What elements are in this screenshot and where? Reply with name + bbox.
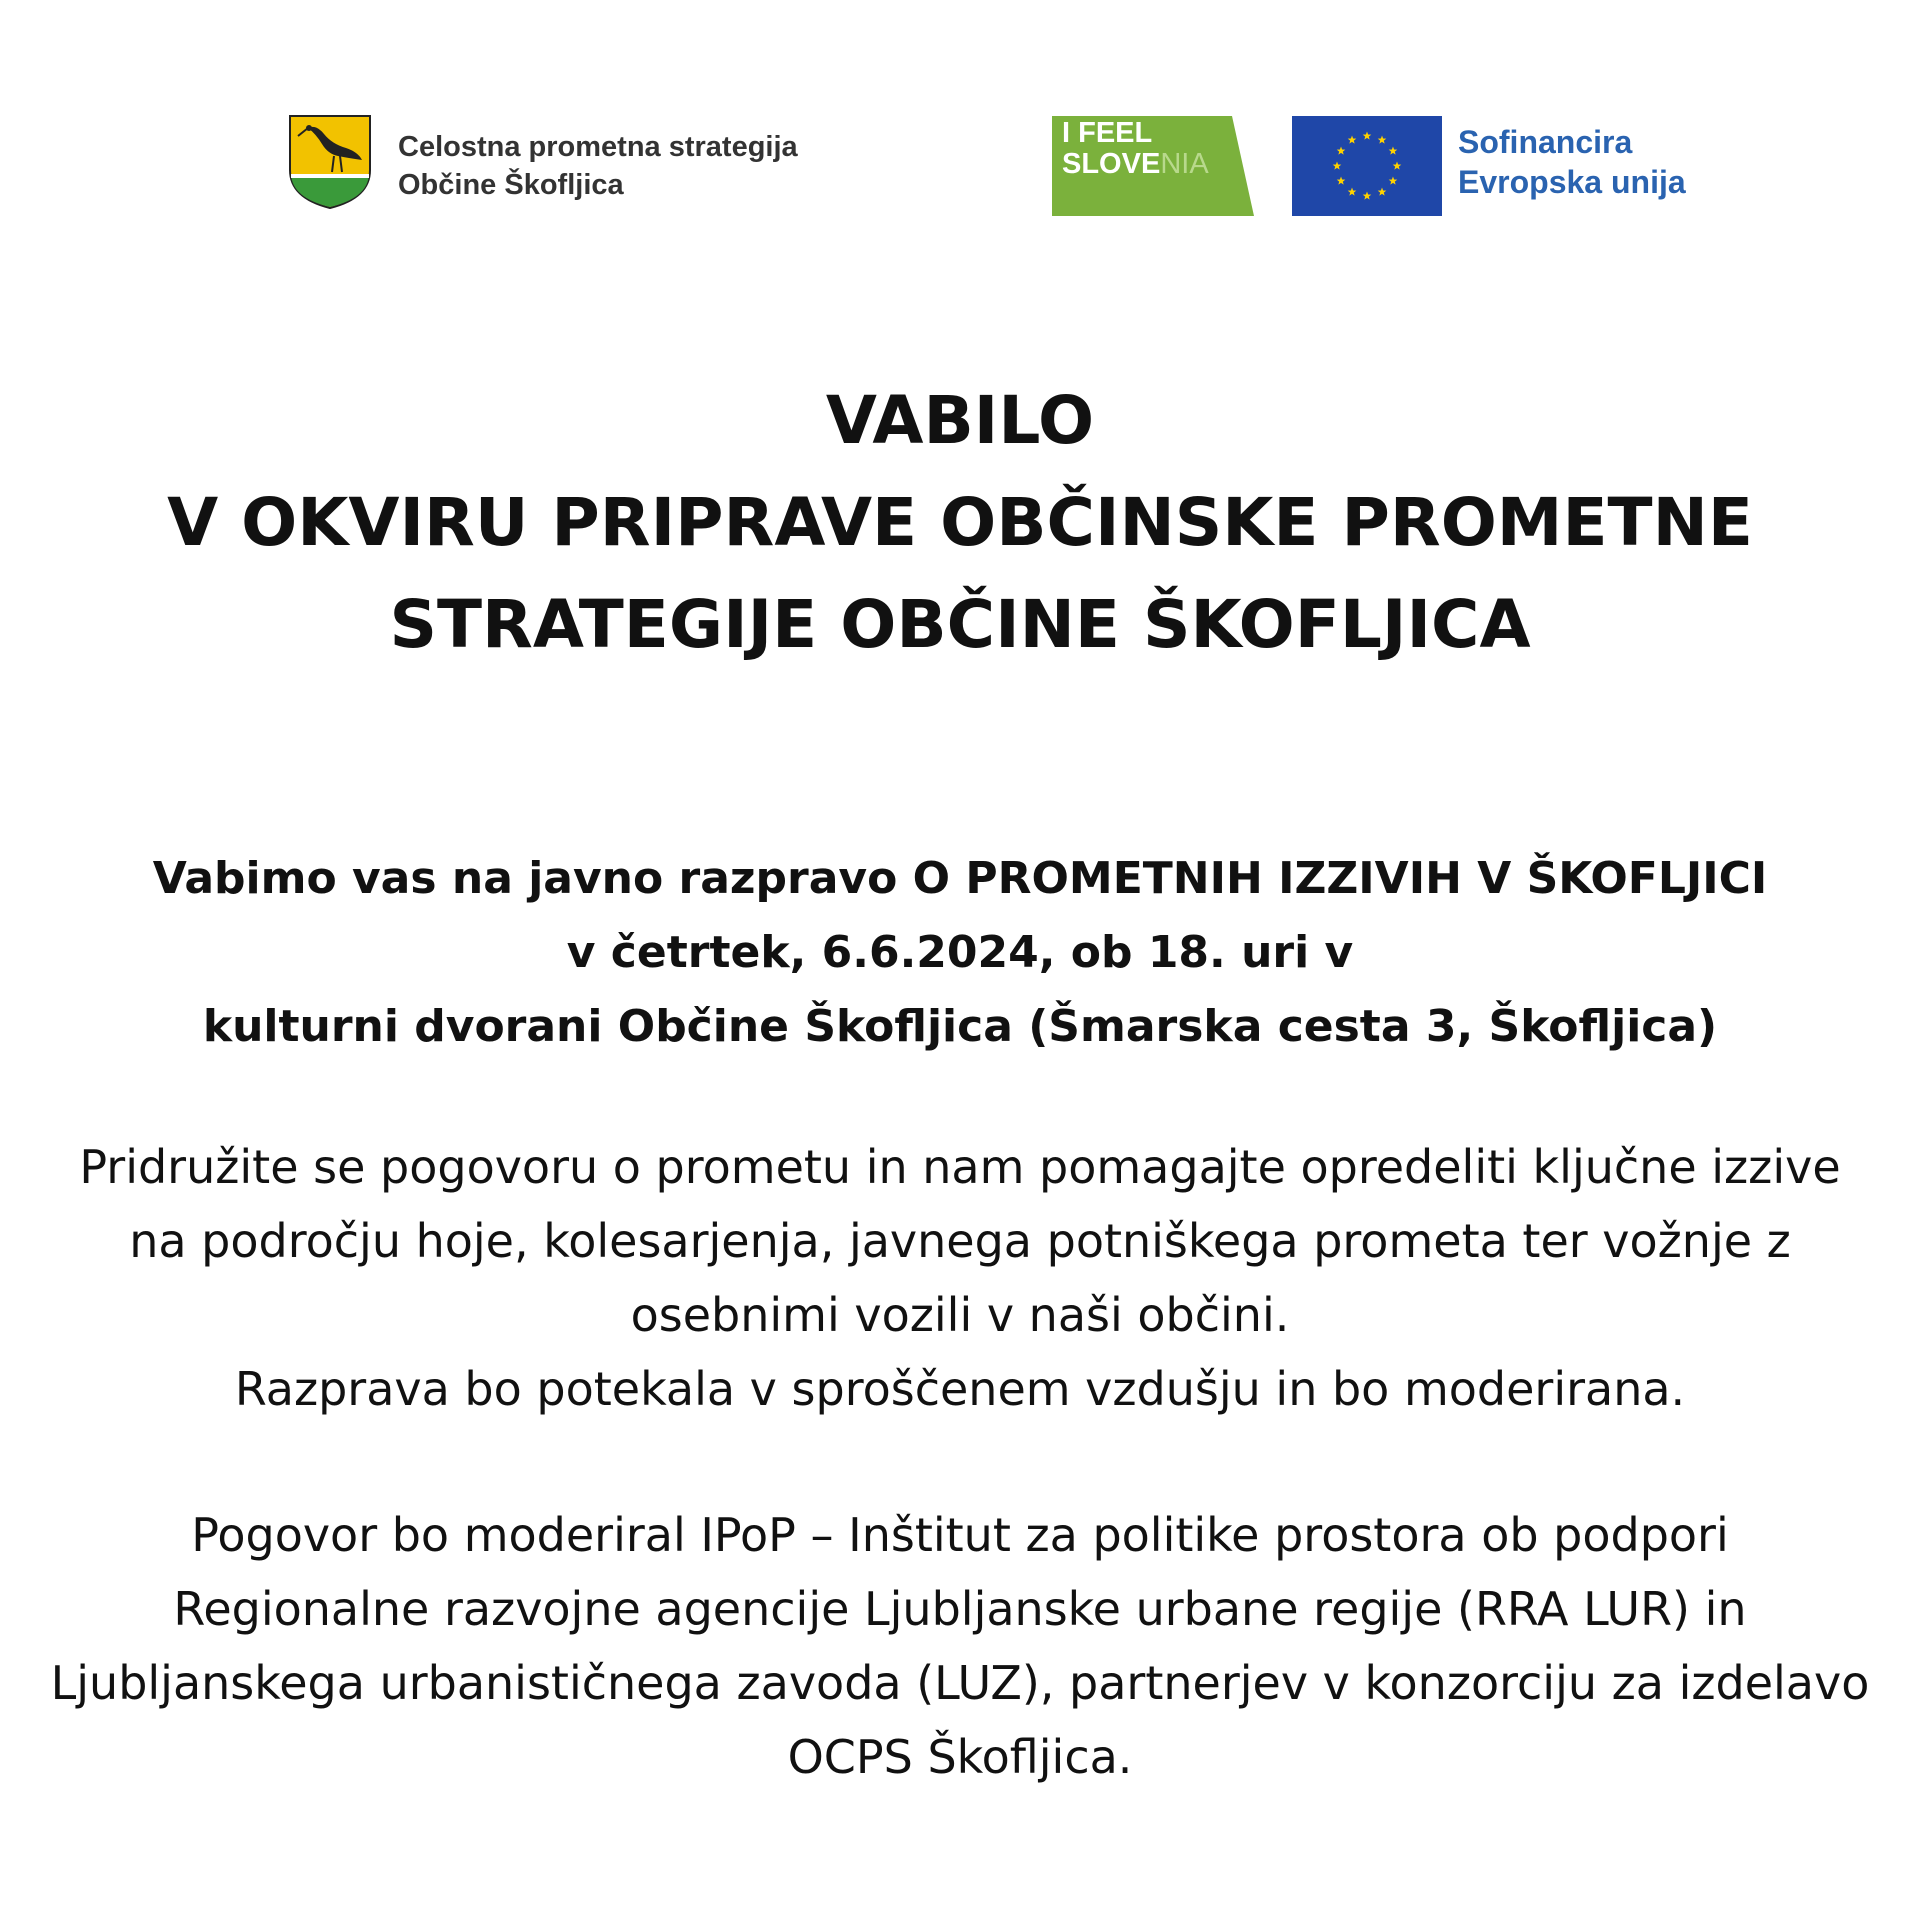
eu-flag-icon: [1292, 116, 1442, 216]
eu-line2: Evropska unija: [1458, 164, 1686, 200]
eu-line1: Sofinancira: [1458, 124, 1633, 160]
paragraph2-line3: Ljubljanskega urbanističnega zavoda (LUZ), partnerjev v konzorciju za izdelavo: [50, 1656, 1870, 1710]
paragraph2-line4: OCPS Škofljica.: [787, 1730, 1133, 1784]
ifeel-line2: [1062, 149, 1209, 180]
paragraph1-line3: osebnimi vozili v naši občini.: [630, 1288, 1290, 1342]
ifeel-slove: SLOVE: [1062, 148, 1161, 180]
paragraph2-line2: Regionalne razvojne agencije Ljubljanske urbane regije (RRA LUR) in: [173, 1582, 1747, 1636]
invitation-line3: kulturni dvorani Občine Škofljica (Šmarska cesta 3, Škofljica): [202, 1001, 1718, 1052]
paragraph-moderator: [0, 1498, 1920, 1794]
title-line3: STRATEGIJE OBČINE ŠKOFLJICA: [389, 586, 1531, 663]
ifeel-nia: NIA: [1160, 148, 1209, 180]
strategy-logo-line1: Celostna prometna strategija: [398, 131, 798, 163]
paragraph1-line1: Pridružite se pogovoru o prometu in nam pomagajte opredeliti ključne izzive: [79, 1140, 1841, 1194]
paragraph1-line2: na področju hoje, kolesarjenja, javnega potniškega prometa ter vožnje z: [129, 1214, 1791, 1268]
page-title: [0, 370, 1920, 676]
i-feel-slovenia-text: [1062, 118, 1209, 180]
title-line2: V OKVIRU PRIPRAVE OBČINSKE PROMETNE: [167, 484, 1753, 561]
eu-cofunding-text: [1458, 122, 1686, 202]
title-line1: VABILO: [825, 382, 1095, 459]
strategy-logo-line2: Občine Škofljica: [398, 169, 624, 201]
paragraph2-line1: Pogovor bo moderiral IPoP – Inštitut za politike prostora ob podpori: [191, 1508, 1729, 1562]
invitation-line1: Vabimo vas na javno razpravo O PROMETNIH IZZIVIH V ŠKOFLJICI: [152, 853, 1768, 904]
invitation-details: [0, 842, 1920, 1064]
paragraph1-line4: Razprava bo potekala v sproščenem vzdušju in bo moderirana.: [234, 1362, 1686, 1416]
invitation-line2: v četrtek, 6.6.2024, ob 18. uri v: [566, 927, 1354, 978]
skofljica-crest-logo: [288, 114, 372, 210]
paragraph-join-discussion: [0, 1130, 1920, 1426]
ifeel-line1: I FEEL: [1062, 117, 1153, 149]
strategy-logo-text: [398, 128, 798, 204]
